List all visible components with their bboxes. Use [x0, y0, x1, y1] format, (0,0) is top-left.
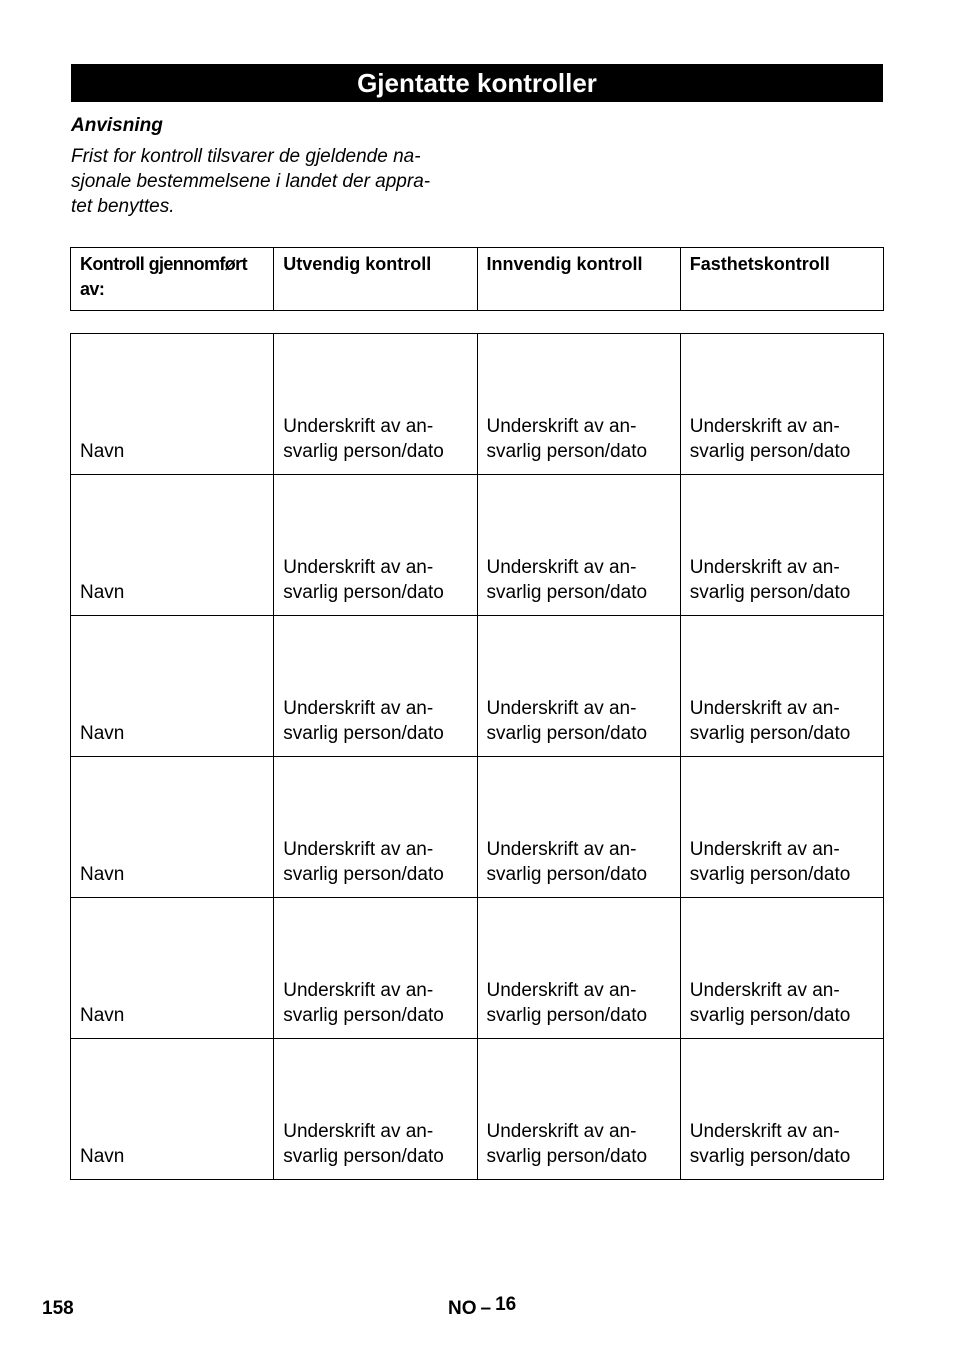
signature-label-line1: Underskrift av an-: [689, 698, 840, 719]
signature-cell-internal: [477, 757, 680, 898]
signature-label-line2: svarlig person/dato: [689, 582, 851, 603]
signature-cell-strength: [680, 898, 883, 1039]
header-table: [70, 247, 884, 311]
signature-cell-external: [274, 616, 477, 757]
name-cell: [71, 334, 274, 475]
signature-label-line1: Underskrift av an-: [486, 1121, 637, 1142]
name-cell: [71, 1039, 274, 1180]
table-row: [71, 334, 884, 475]
page-title: Gjentatte kontroller: [71, 64, 883, 102]
signature-cell-external: [274, 1039, 477, 1180]
signature-cell-internal: [477, 334, 680, 475]
signature-label-line2: svarlig person/dato: [486, 1146, 648, 1167]
signature-label-line1: Underskrift av an-: [486, 980, 637, 1001]
signature-label-line2: svarlig person/dato: [689, 723, 851, 744]
signature-table-body: [71, 334, 884, 1180]
signature-label-line1: Underskrift av an-: [689, 416, 840, 437]
signature-label-line1: Underskrift av an-: [689, 1121, 840, 1142]
signature-label-line2: svarlig person/dato: [486, 864, 648, 885]
note-line: tet benyttes.: [71, 196, 175, 217]
signature-cell-external: [274, 757, 477, 898]
header-row: [71, 248, 884, 311]
footer-section-code: [448, 1294, 517, 1320]
footer-lang-code: NO: [448, 1298, 477, 1319]
signature-label-line1: Underskrift av an-: [486, 416, 637, 437]
header-cell-checked-by: Kontroll gjennomført av:: [71, 248, 274, 311]
signature-cell-strength: [680, 616, 883, 757]
name-label: Navn: [80, 723, 125, 744]
note-heading: Anvisning: [71, 115, 163, 136]
signature-cell-strength: [680, 1039, 883, 1180]
name-label: Navn: [80, 441, 125, 462]
name-cell: [71, 616, 274, 757]
signature-table: [70, 333, 884, 1180]
signature-cell-internal: [477, 1039, 680, 1180]
page-number: 158: [42, 1298, 74, 1319]
signature-cell-internal: [477, 898, 680, 1039]
signature-cell-strength: [680, 757, 883, 898]
name-label: Navn: [80, 1005, 125, 1026]
signature-cell-internal: [477, 616, 680, 757]
name-label: Navn: [80, 582, 125, 603]
signature-label-line2: svarlig person/dato: [283, 441, 444, 462]
name-cell: [71, 898, 274, 1039]
signature-label-line2: svarlig person/dato: [283, 864, 444, 885]
signature-label-line2: svarlig person/dato: [689, 864, 851, 885]
signature-cell-external: [274, 334, 477, 475]
name-label: Navn: [80, 864, 125, 885]
table-row: [71, 1039, 884, 1180]
signature-label-line1: Underskrift av an-: [283, 980, 434, 1001]
signature-label-line2: svarlig person/dato: [283, 1146, 444, 1167]
table-row: [71, 616, 884, 757]
signature-label-line1: Underskrift av an-: [283, 1121, 434, 1142]
signature-label-line2: svarlig person/dato: [486, 441, 648, 462]
signature-cell-strength: [680, 475, 883, 616]
table-row: [71, 757, 884, 898]
signature-label-line1: Underskrift av an-: [283, 698, 434, 719]
note-body: [71, 144, 471, 219]
footer-section-page: 16: [495, 1294, 517, 1315]
signature-cell-strength: [680, 334, 883, 475]
signature-label-line1: Underskrift av an-: [283, 416, 434, 437]
signature-label-line1: Underskrift av an-: [283, 839, 434, 860]
signature-cell-external: [274, 898, 477, 1039]
table-row: [71, 898, 884, 1039]
signature-label-line1: Underskrift av an-: [486, 557, 637, 578]
name-cell: [71, 757, 274, 898]
note-line: sjonale bestemmelsene i landet der appra-: [71, 171, 431, 192]
signature-label-line2: svarlig person/dato: [689, 441, 851, 462]
signature-label-line1: Underskrift av an-: [689, 980, 840, 1001]
signature-label-line2: svarlig person/dato: [486, 1005, 648, 1026]
name-label: Navn: [80, 1146, 125, 1167]
signature-label-line1: Underskrift av an-: [486, 698, 637, 719]
signature-label-line2: svarlig person/dato: [283, 723, 444, 744]
signature-label-line2: svarlig person/dato: [283, 1005, 444, 1026]
signature-label-line2: svarlig person/dato: [689, 1005, 851, 1026]
signature-label-line1: Underskrift av an-: [689, 557, 840, 578]
name-cell: [71, 475, 274, 616]
signature-cell-external: [274, 475, 477, 616]
header-cell-internal: Innvendig kontroll: [477, 248, 680, 311]
signature-label-line1: Underskrift av an-: [689, 839, 840, 860]
signature-label-line2: svarlig person/dato: [486, 723, 648, 744]
signature-label-line2: svarlig person/dato: [486, 582, 648, 603]
signature-label-line1: Underskrift av an-: [486, 839, 637, 860]
signature-label-line2: svarlig person/dato: [689, 1146, 851, 1167]
header-cell-strength: Fasthetskontroll: [680, 248, 883, 311]
note-line: Frist for kontroll tilsvarer de gjeldende na-: [71, 146, 421, 167]
table-row: [71, 475, 884, 616]
header-cell-external: Utvendig kontroll: [274, 248, 477, 311]
signature-cell-internal: [477, 475, 680, 616]
footer-dash: –: [480, 1298, 492, 1319]
signature-label-line2: svarlig person/dato: [283, 582, 444, 603]
signature-label-line1: Underskrift av an-: [283, 557, 434, 578]
